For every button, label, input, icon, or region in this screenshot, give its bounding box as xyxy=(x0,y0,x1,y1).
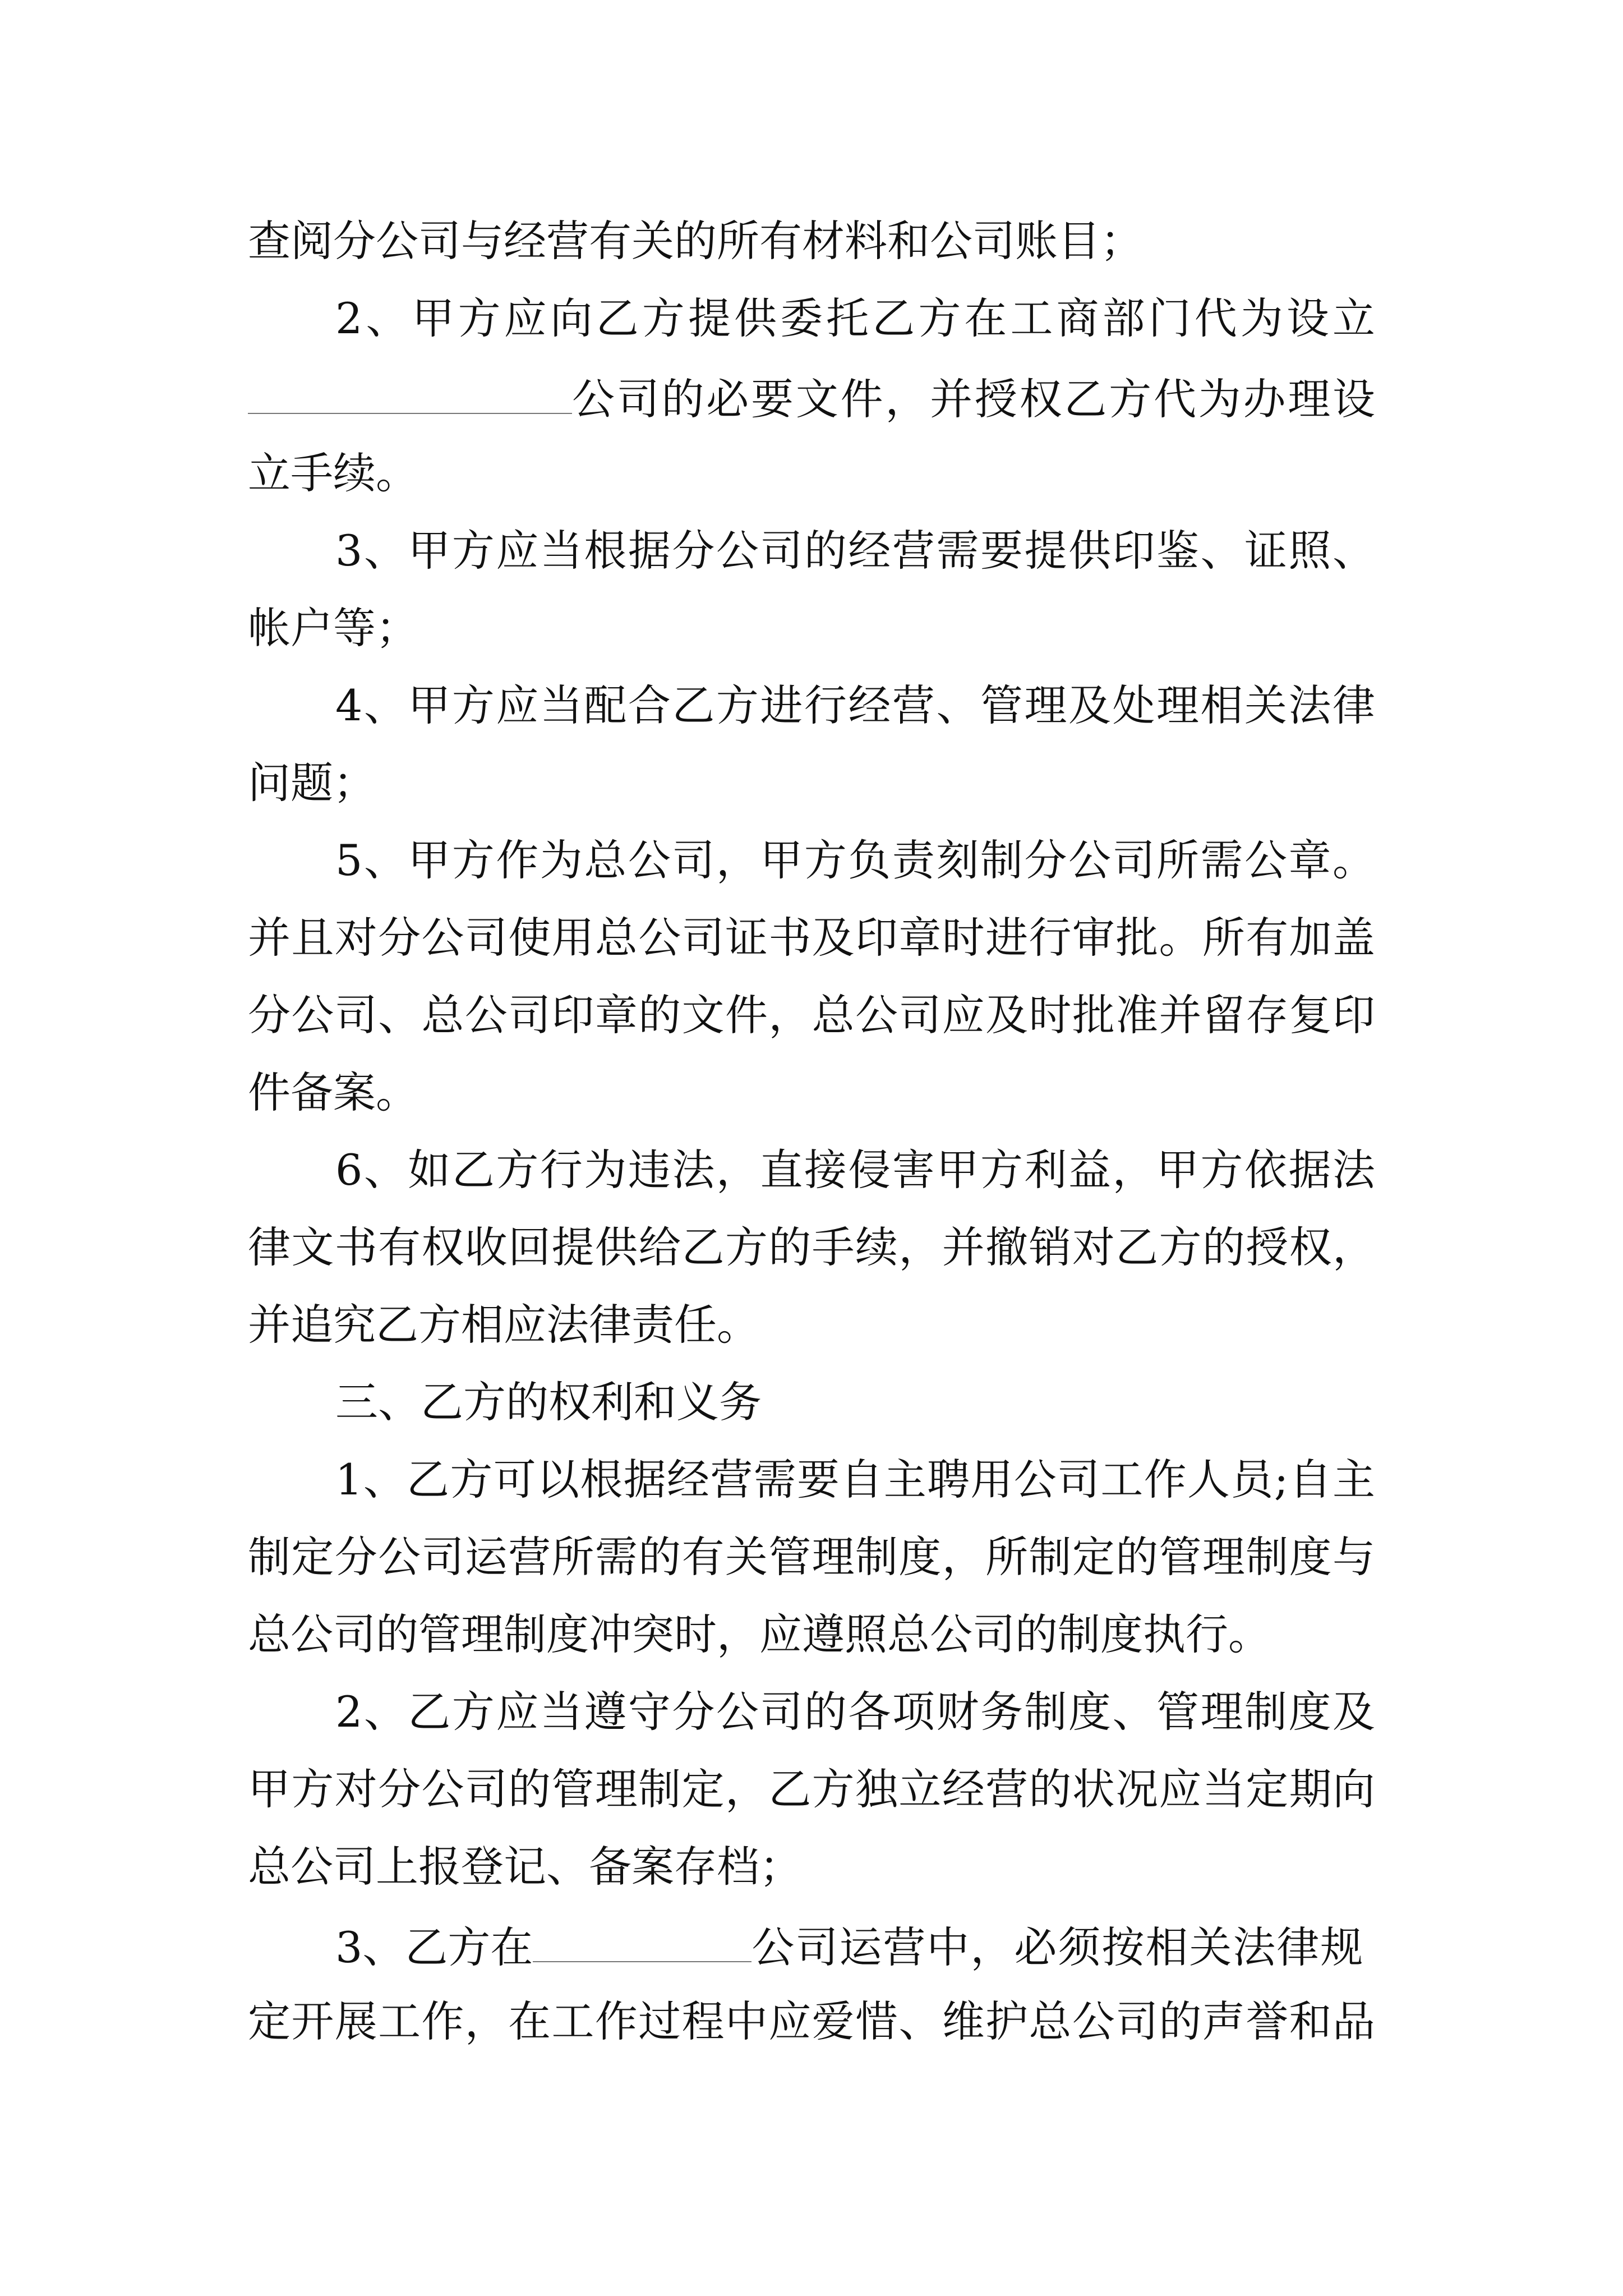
text-line xyxy=(335,1455,1375,1504)
line-text: 3、乙方在 xyxy=(335,1922,533,1972)
text-line xyxy=(248,374,1375,424)
text-line xyxy=(335,1922,1363,1972)
line-text: 件备案。 xyxy=(248,1068,418,1117)
text-line xyxy=(248,1609,1271,1659)
text-line xyxy=(248,1068,418,1117)
line-text: 总公司上报登记、备案存档； xyxy=(248,1842,802,1892)
line-text: 总公司的管理制度冲突时，应遵照总公司的制度执行。 xyxy=(248,1609,1271,1659)
text-line xyxy=(335,680,1375,730)
text-line xyxy=(335,835,1375,885)
line-text: 帐户等； xyxy=(248,603,418,653)
text-line xyxy=(248,913,1375,963)
text-line xyxy=(335,1145,1375,1195)
line-text: 6、如乙方行为违法，直接侵害甲方利益，甲方依据法 xyxy=(335,1145,1375,1195)
line-text: 公司运营中，必须按相关法律规 xyxy=(751,1922,1363,1972)
text-line xyxy=(248,603,418,653)
line-text: 3、甲方应当根据分公司的经营需要提供印鉴、证照、 xyxy=(335,526,1375,576)
line-text: 问题； xyxy=(248,758,376,808)
text-line xyxy=(335,526,1375,576)
text-line xyxy=(335,1687,1375,1737)
line-text: 甲方对分公司的管理制定，乙方独立经营的状况应当定期向 xyxy=(248,1764,1375,1814)
line-text: 并追究乙方相应法律责任。 xyxy=(248,1300,759,1350)
line-text: 查阅分公司与经营有关的所有材料和公司账目； xyxy=(248,216,1143,266)
fill-in-blank xyxy=(248,375,572,414)
text-line xyxy=(248,758,376,808)
line-text: 公司的必要文件，并授权乙方代为办理设 xyxy=(572,374,1375,424)
section-heading xyxy=(335,1377,762,1427)
text-line xyxy=(248,1222,1375,1272)
line-text: 1、乙方可以根据经营需要自主聘用公司工作人员;自主 xyxy=(335,1455,1375,1504)
text-line xyxy=(248,216,1143,266)
line-text: 律文书有权收回提供给乙方的手续，并撤销对乙方的授权， xyxy=(248,1222,1375,1272)
text-line xyxy=(248,448,418,498)
text-line xyxy=(248,1764,1375,1814)
line-text: 2、乙方应当遵守分公司的各项财务制度、管理制度及 xyxy=(335,1687,1375,1737)
line-text: 定开展工作，在工作过程中应爱惜、维护总公司的声誉和品 xyxy=(248,1996,1375,2046)
line-text: 并且对分公司使用总公司证书及印章时进行审批。所有加盖 xyxy=(248,913,1375,963)
text-line xyxy=(248,1532,1375,1582)
fill-in-blank xyxy=(533,1923,751,1962)
line-text: 分公司、总公司印章的文件，总公司应及时批准并留存复印 xyxy=(248,990,1375,1040)
text-line xyxy=(248,1842,802,1892)
text-line xyxy=(335,293,1375,343)
line-text: 2、甲方应向乙方提供委托乙方在工商部门代为设立 xyxy=(335,293,1375,343)
line-text: 5、甲方作为总公司，甲方负责刻制分公司所需公章。 xyxy=(335,835,1375,885)
line-text: 三、乙方的权利和义务 xyxy=(335,1377,762,1427)
line-text: 立手续。 xyxy=(248,448,418,498)
text-line xyxy=(248,1996,1375,2046)
text-line xyxy=(248,1300,759,1350)
line-text: 制定分公司运营所需的有关管理制度，所制定的管理制度与 xyxy=(248,1532,1375,1582)
line-text: 4、甲方应当配合乙方进行经营、管理及处理相关法律 xyxy=(335,680,1375,730)
text-line xyxy=(248,990,1375,1040)
